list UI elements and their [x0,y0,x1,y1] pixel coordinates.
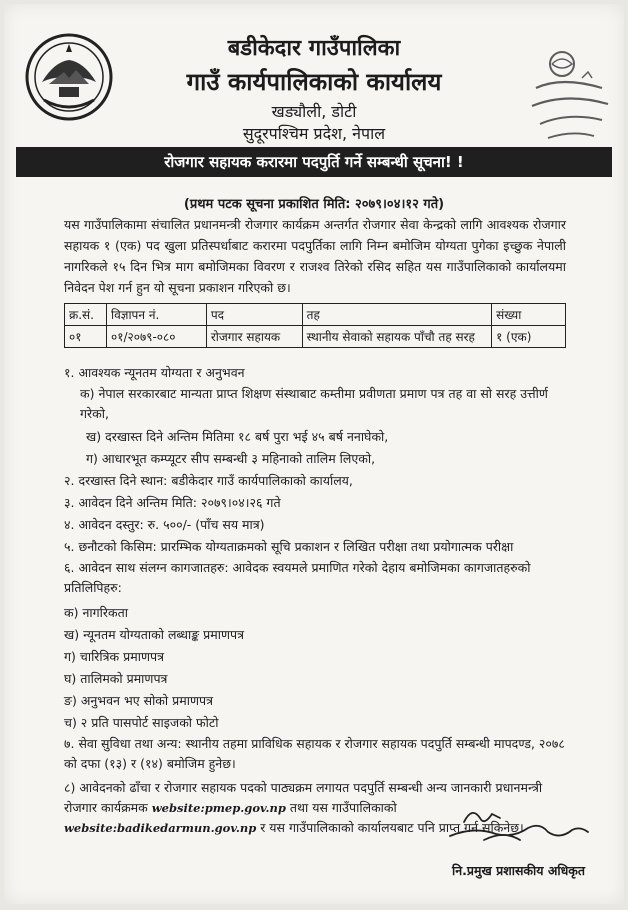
table-header-cell: विज्ञापन नं. [106,304,206,326]
list-item: ग) चारित्रिक प्रमाणपत्र [64,649,164,664]
list-item: ५. छनौटको किसिम: प्रारम्भिक योग्यताक्रमको सूचि प्रकाशन र लिखित परीक्षा तथा प्रयोगात्मक परीक्षा [64,539,514,554]
list-item: च) २ प्रति पासपोर्ट साइजको फोटो [64,715,219,730]
intro-paragraph: यस गाउँपालिकामा संचालित प्रधानमन्त्री रोजगार कार्यक्रम अन्तर्गत रोजगार सेवा केन्द्रको लागि आवश्यक रोजगार सहायक १ (एक) पद खुला प्रतिस्पर्धाबाट करारमा पदपुर्तिका लागि निम्न बमोजिम योग्यता पुगेका इच्छुक नेपाली नागरिकले १५ दिन भित्र माग बमोजिमका विवरण र राजश्व तिरेको रसिद सहित यस गाउँपालिकाको कार्यालयमा निवेदन पेश गर्न हुन यो सूचना प्रकाशन गरिएको छ। [64,217,566,295]
table-header-cell: संख्या [492,304,566,326]
province-name: सुदूरपश्चिम प्रदेश, नेपाल [242,124,386,143]
list-item: ख) दरखास्त दिने अन्तिम मितिमा १८ बर्ष पुरा भई ४५ बर्ष ननाघेको, [86,429,389,444]
list-item: ७. सेवा सुविधा तथा अन्य: स्थानीय तहमा प्राविधिक सहायक र रोजगार सहायक पदपुर्ति सम्बन्धी मापदण्ड, २०७८ को दफा (१३) र (१४) बमोजिम हुनेछ। [64,736,565,771]
list-item: ४. आवेदन दस्तुर: रु. ५००/- (पाँच सय मात्र) [64,517,265,532]
office-location: खड्यौली, डोटी [271,102,357,121]
notice-banner-text: रोजगार सहायक करारमा पदपुर्ति गर्ने सम्बन्धी सूचना! ! [164,153,464,171]
publication-date-line: (प्रथम पटक सूचना प्रकाशित मिति: २०७९।०४।१२ गते) [183,197,445,212]
table-header-cell: पद [206,304,302,326]
list-item: ग) आधारभूत कम्प्यूटर सीप सम्बन्धी ३ महिनाको तालिम लिएको, [86,451,376,466]
list-item: ख) न्यूनतम योग्यताको लब्धाङ्क प्रमाणपत्र [64,627,245,642]
list-item: ३. आवेदन दिने अन्तिम मिति: २०७९।०४।२६ गते [64,495,281,510]
list-item: ङ) अनुभवन भए सोको प्रमाणपत्र [64,693,213,708]
table-cell: ०१/२०७९-०८० [106,326,206,348]
signature-image [444,800,594,850]
table-header-cell: क्र.सं. [65,304,107,326]
table-cell: १ (एक) [492,326,566,348]
office-name: गाउँ कार्यपालिकाको कार्यालय [186,68,442,96]
list-item-text: र यस गाउँपालिकाको कार्यालयबाट पनि प्राप्त गर्न सकिनेछ। [256,820,524,835]
table-header-row [65,304,566,326]
pmep-website-link[interactable]: website:pmep.gov.np [151,801,286,815]
list-item: १. आवश्यक न्यूनतम योग्यता र अनुभवन [64,365,245,380]
signatory-title: नि.प्रमुख प्रशासकीय अधिकृत [452,863,586,878]
list-item: क) नागरिकता [64,605,128,620]
table-cell: रोजगार सहायक [206,326,302,348]
list-item-text: ८) आवेदनको ढाँचा र रोजगार सहायक पदको पाठ्यक्रम लगायत पदपुर्ति सम्बन्धी अन्य जानकारी प्रधानमन्त्री रोजगार कार्यक्रमक [64,780,543,815]
list-item: ६. आवेदन साथ संलग्न कागजातहरु: आवेदक स्वयमले प्रमाणित गरेको देहाय बमोजिमका कागजातहरुको प्रतिलिपिहरु: [64,560,531,595]
list-item: क) नेपाल सरकारबाट मान्यता प्राप्त शिक्षण संस्थाबाट कम्तीमा प्रवीणता प्रमाण पत्र तह वा सो सरह उत्तीर्ण गरेको, [80,386,548,421]
list-item: २. दरखास्त दिने स्थान: बडीकेदार गाउँ कार्यपालिकाको कार्यालय, [64,473,353,488]
table-cell: स्थानीय सेवाको सहायक पाँचौ तह सरह [302,326,491,348]
municipality-website-link[interactable]: website:badikedarmun.gov.np [64,821,257,835]
office-stamp-icon [522,48,618,146]
municipality-name: बडीकेदार गाउँपालिका [227,36,401,61]
vacancy-table [64,303,566,348]
table-row [65,326,566,348]
table-cell: ०१ [65,326,107,348]
notice-page [4,4,624,904]
list-item: घ) तालिमको प्रमाणपत्र [64,671,168,686]
table-header-cell: तह [302,304,491,326]
notice-banner [16,147,612,177]
notice-body [64,362,568,838]
list-item-text: तथा यस गाउँपालिकाको [285,800,397,815]
